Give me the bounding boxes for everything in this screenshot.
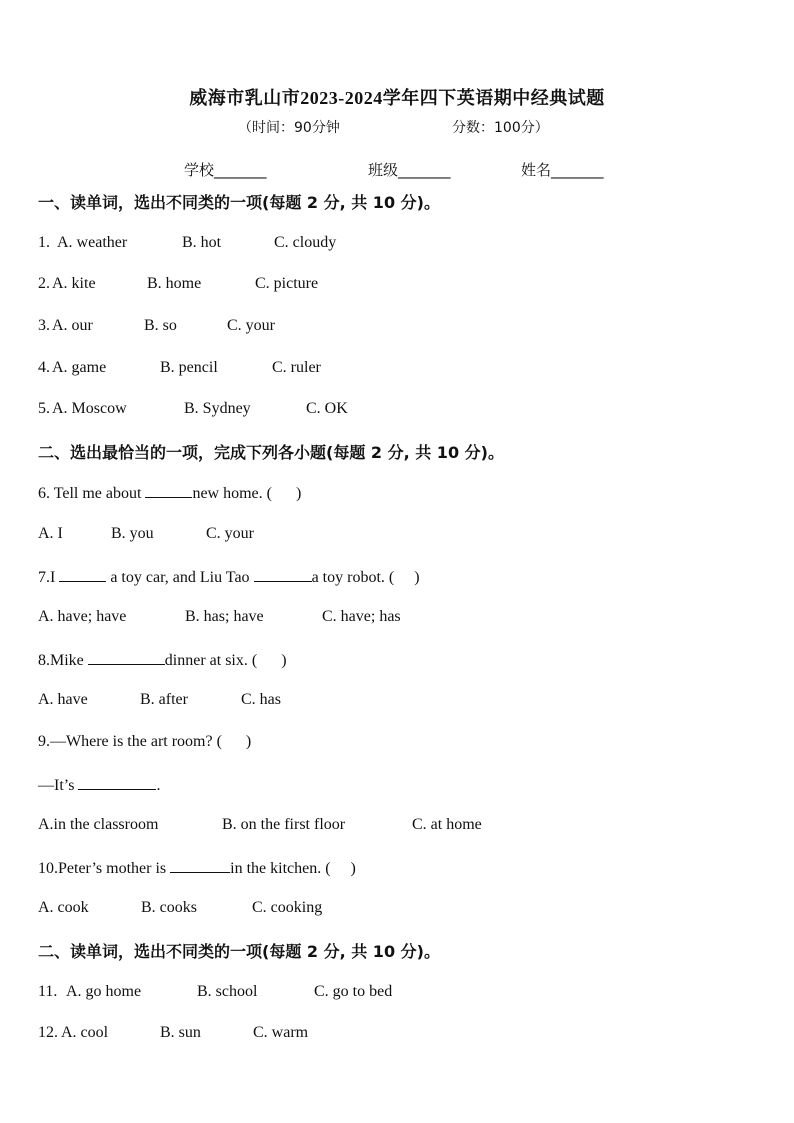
- option-b: B. on the first floor: [222, 816, 346, 833]
- page-title: 威海市乳山市2023-2024学年四下英语期中经典试题: [189, 88, 605, 108]
- option-a: A.in the classroom: [38, 816, 159, 833]
- question-stem: 8.Mike dinner at six. ( ): [38, 652, 287, 669]
- option-b: B. home: [147, 275, 202, 292]
- time-info: （时间：90分钟: [238, 120, 340, 136]
- question-number: 3.: [38, 317, 50, 334]
- option-c: C. ruler: [272, 359, 321, 376]
- answer-blank: [254, 567, 312, 582]
- section-heading: 二、选出最恰当的一项，完成下列各小题(每题 2 分, 共 10 分)。: [38, 443, 504, 462]
- question-number: 2.: [38, 275, 50, 292]
- option-a: A. go home: [66, 983, 142, 1000]
- option-b: B. after: [140, 691, 188, 708]
- option-b: B. hot: [182, 234, 222, 251]
- option-c: C. go to bed: [314, 983, 393, 1000]
- option-c: C. cooking: [252, 899, 323, 916]
- answer-blank: [170, 858, 230, 873]
- answer-blank: [78, 775, 156, 790]
- option-b: B. you: [111, 525, 154, 542]
- option-c: C. cloudy: [274, 234, 337, 251]
- option-b: B. has; have: [185, 608, 264, 625]
- option-a: A. our: [52, 317, 93, 334]
- question-number: 4.: [38, 359, 50, 376]
- option-c: C. your: [227, 317, 275, 334]
- option-a: A. weather: [57, 234, 128, 251]
- question-number: 11.: [38, 983, 62, 1000]
- school-field: 学校_______: [184, 161, 267, 179]
- reply-line: —It’s .: [38, 777, 161, 794]
- name-field: 姓名_______: [521, 161, 604, 179]
- option-b: B. sun: [160, 1024, 201, 1041]
- class-field: 班级_______: [368, 161, 451, 179]
- option-c: C. have; has: [322, 608, 401, 625]
- option-c: C. has: [241, 691, 281, 708]
- option-a: A. have; have: [38, 608, 127, 625]
- question-number: 12.: [38, 1024, 58, 1041]
- option-c: C. OK: [306, 400, 348, 417]
- option-c: C. picture: [255, 275, 319, 292]
- option-a: A. kite: [52, 275, 96, 292]
- option-c: C. warm: [253, 1024, 309, 1041]
- question-number: 1.: [38, 234, 54, 251]
- option-a: A. cook: [38, 899, 89, 916]
- option-a: A. cool: [61, 1024, 109, 1041]
- option-c: C. your: [206, 525, 254, 542]
- question-number: 5.: [38, 400, 50, 417]
- option-a: A. game: [52, 359, 107, 376]
- score-info: 分数：100分）: [452, 120, 549, 136]
- option-c: C. at home: [412, 816, 482, 833]
- question-stem: 9.—Where is the art room? ( ): [38, 733, 252, 750]
- answer-blank: [145, 483, 192, 498]
- option-a: A. Moscow: [52, 400, 127, 417]
- option-b: B. so: [144, 317, 177, 334]
- section-heading: 二、读单词，选出不同类的一项(每题 2 分, 共 10 分)。: [38, 942, 440, 961]
- section-heading: 一、读单词，选出不同类的一项(每题 2 分, 共 10 分)。: [38, 193, 440, 212]
- option-b: B. pencil: [160, 359, 218, 376]
- question-stem: 6. Tell me about new home. ( ): [38, 485, 302, 502]
- option-a: A. have: [38, 691, 88, 708]
- question-stem: 10.Peter’s mother is in the kitchen. ( ): [38, 860, 356, 877]
- answer-blank: [59, 567, 106, 582]
- option-b: B. cooks: [141, 899, 197, 916]
- option-b: B. Sydney: [184, 400, 251, 417]
- answer-blank: [88, 650, 165, 665]
- option-a: A. I: [38, 525, 63, 542]
- question-stem: 7.I a toy car, and Liu Tao a toy robot. ( ): [38, 569, 420, 586]
- option-b: B. school: [197, 983, 258, 1000]
